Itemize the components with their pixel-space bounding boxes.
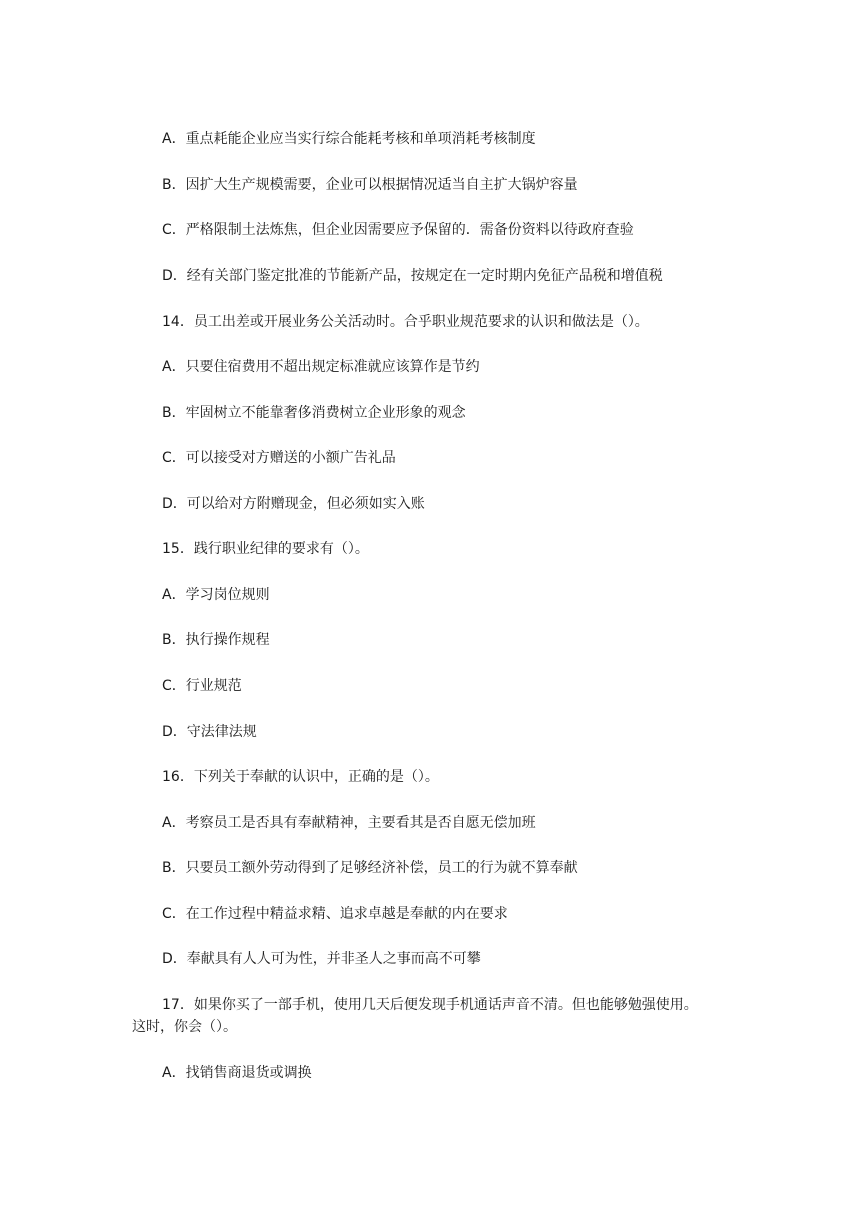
option-16d: D．奉献具有人人可为性，并非圣人之事而高不可攀	[162, 951, 481, 967]
option-13c: C．严格限制土法炼焦，但企业因需要应予保留的．需备份资料以待政府查验	[162, 222, 634, 238]
option-15a: A．学习岗位规则	[162, 587, 270, 603]
option-13a: A．重点耗能企业应当实行综合能耗考核和单项消耗考核制度	[162, 131, 536, 147]
option-14b: B．牢固树立不能靠奢侈消费树立企业形象的观念	[162, 405, 466, 421]
option-13b: B．因扩大生产规模需要，企业可以根据情况适当自主扩大锅炉容量	[162, 177, 578, 193]
option-15b: B．执行操作规程	[162, 632, 270, 648]
option-15d: D．守法律法规	[162, 724, 257, 740]
question-14: 14．员工出差或开展业务公关活动时。合乎职业规范要求的认识和做法是（）。	[162, 314, 649, 330]
question-17: 17．如果你买了一部手机，使用几天后便发现手机通话声音不清。但也能够勉强使用。	[162, 997, 698, 1013]
option-13d: D．经有关部门鉴定批准的节能新产品，按规定在一定时期内免征产品税和增值税	[162, 268, 663, 284]
option-16b: B．只要员工额外劳动得到了足够经济补偿，员工的行为就不算奉献	[162, 860, 578, 876]
question-17-continued: 这时，你会（）。	[132, 1019, 237, 1035]
option-14a: A．只要住宿费用不超出规定标准就应该算作是节约	[162, 359, 480, 375]
option-17a: A．找销售商退货或调换	[162, 1065, 312, 1081]
question-16: 16．下列关于奉献的认识中，正确的是（）。	[162, 769, 439, 785]
option-14c: C．可以接受对方赠送的小额广告礼品	[162, 450, 396, 466]
option-16a: A．考察员工是否具有奉献精神，主要看其是否自愿无偿加班	[162, 815, 536, 831]
question-15: 15．践行职业纪律的要求有（）。	[162, 541, 369, 557]
option-15c: C．行业规范	[162, 678, 242, 694]
option-16c: C．在工作过程中精益求精、追求卓越是奉献的内在要求	[162, 906, 508, 922]
option-14d: D．可以给对方附赠现金，但必须如实入账	[162, 496, 425, 512]
